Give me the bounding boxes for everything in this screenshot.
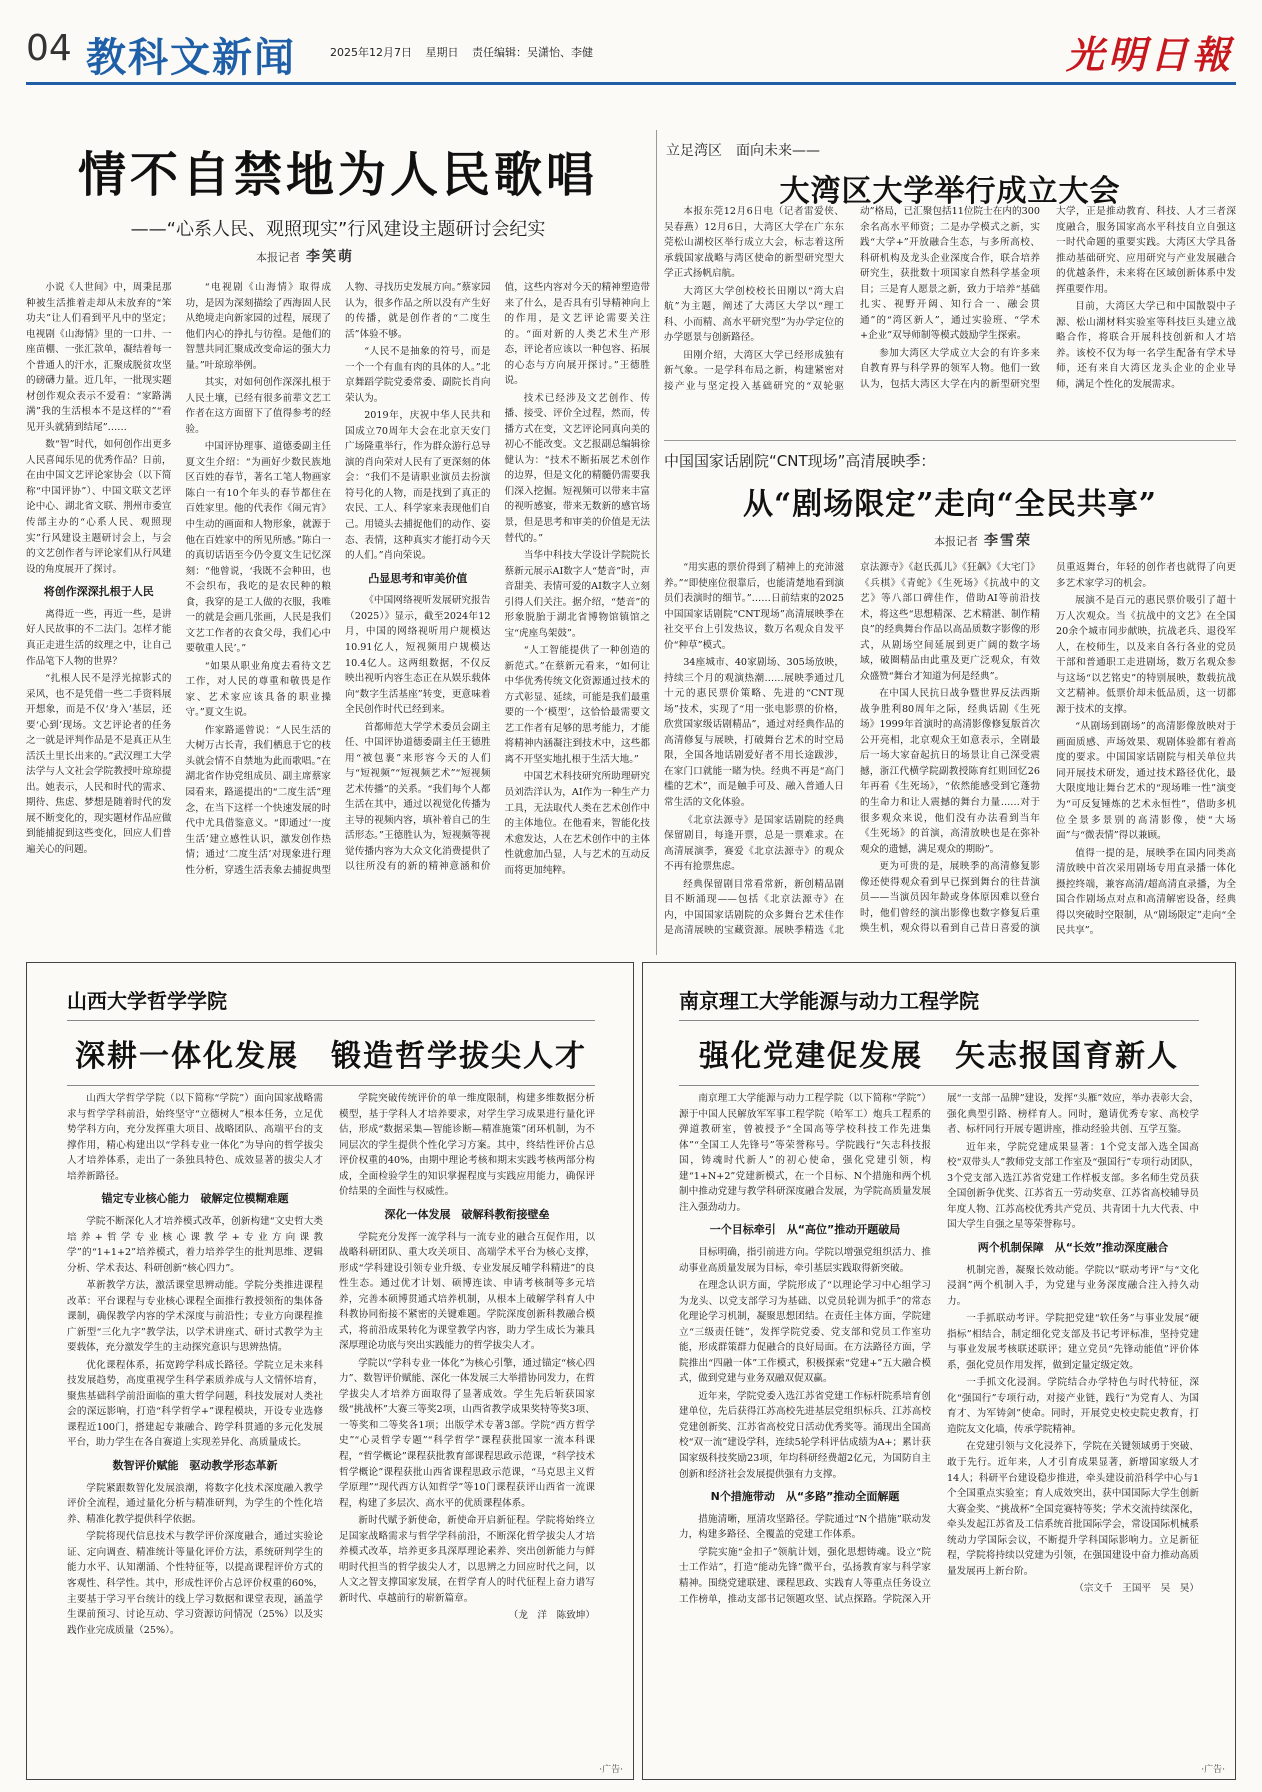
section-heading: 锚定专业核心能力 破解定位模糊难题	[101, 1192, 289, 1206]
box-rule	[67, 1085, 595, 1086]
paragraph: 机制完善，凝聚长效动能。学院以“联动考评”与“文化浸润”两个机制入手，为党建与业务深度融合注入持久动力。	[947, 1264, 1199, 1307]
paragraph: 田刚介绍，大湾区大学已经形成独有新气象。一是学科布局之新，构建紧密对接产业与坚定投入基础研究的“双轮驱动”格局，已汇聚包括11位院士在内的300余名高水平师资；二是办学模式之新，实践“大学+”开放融合生态，与多所高校、科研机构及龙头企业深度合作，联合培养研究生，获批数十项国家自然科学基金项目；三是育人愿景之新，致力于培养“基础扎实、视野开阔、知行合一、融会贯通”的“湾区新人”，通过实验班、“学术+企业”双导师制等模式鼓励学生探索。	[664, 206, 1040, 392]
paragraph: 展演不是百元的惠民票价吸引了超十万人次观众。当《抗战中的文艺》在全国20余个城市同步献映，抗战老兵、退役军人，在校师生，以及来自各行各业的党员干部和普通职工走进剧场，数万名观众参与这场“以艺铭史”的特别展映，数载抗战文艺精神。低票价却未低品质，这一切都源于技术的支撑。	[1056, 595, 1236, 715]
paragraph: 技术已经涉及文艺创作、传播、接受、评价全过程，然而，传播方式在变，文艺评论同真向美的初心不能改变。文艺报副总编辑徐健认为：“技术不断拓展艺术创作的边界，但是文化的精髓仍需要我们深入挖掘。短视频可以带来丰富的视听感宴，带来无数新的感官场景，但是思考和审美的价值是无法替代的。”	[504, 392, 650, 544]
article-theater	[664, 450, 1236, 955]
article-headline: 从“剧场限定”走向“全民共享”	[742, 487, 1158, 522]
paragraph: “电视剧《山海情》取得成功，是因为深刻描绘了西海固人民从绝境走向新家园的过程，展现了他们内心的挣扎与彷徨。是他们的智慧共同汇聚成改变命运的强大力量。”叶琼琼举例。	[185, 282, 331, 371]
section-heading: 一个目标牵引 从“高位”推动开题破局	[709, 1223, 901, 1237]
box-unit-title: 山西大学哲学学院	[67, 989, 227, 1013]
masthead-rule	[26, 82, 1236, 85]
paragraph: 小说《人世间》中，周秉昆那种被生活推着走却从未放弃的“笨功夫”让人们看到平凡中的坚定；电视剧《山海情》里的一口井、一座苗棚、一张汇款单，凝结着每一个普通人的汗水，汇聚成脱贫攻坚的磅礴力量。近几年，一批现实题材创作观众表示不爱看：“家路满满”我的生活根本不是这样的”“看见开头就猜到结尾”……	[26, 282, 172, 433]
section-title: 教科文新闻	[86, 35, 296, 81]
article-kicker: 中国国家话剧院“CNT现场”高清展映季：	[664, 452, 936, 470]
paragraph: 当华中科技大学设计学院院长蔡新元展示AI数字人“楚音”时，声音甜美、表情可爱的AI数字人立刻引得人们关注。据介绍，“楚音”的形象脱胎于湖北省博物馆镇馆之宝“虎座鸟架鼓”。	[504, 550, 650, 639]
paragraph: 学院以“学科专业一体化”为核心引擎，通过锚定“核心四力”、数智评价赋能、深化一体发展三大举措协同发力，在哲学拔尖人才培养方面取得了显著成效。学生先后斩获国家级“挑战杯”大赛三等奖2项，山西省教学成果奖特等奖3项、一等奖和二等奖各1项；出版学术专著3部。学院“西方哲学史”“心灵哲学专题”“科学哲学”课程获批国家一流本科课程，“哲学概论”课程获批教育部课程思政示范课，“科学技术哲学概论”课程获批山西省课程思政示范课，“马克思主义哲学原理”“现代西方认知哲学”等10门课程获评山西省一流课程，构建了多层次、高水平的优质课程体系。	[339, 1357, 595, 1509]
paragraph: 本报东莞12月6日电（记者雷爱侠、吴春燕）12月6日，大湾区大学在广东东莞松山湖校区举行成立大会，标志着这所承载国家战略与湾区使命的新型研究型大学正式扬帆启航。	[664, 206, 844, 280]
section-heading: 将创作深深扎根于人民	[43, 585, 154, 599]
paragraph: 革新教学方法，激活课堂思辨动能。学院分类推进课程改革：平台课程与专业核心课程全面推行教授领衔的集体备课制，确保教学内容的学术深度与前沿性；专业方向课程推广新型“三化九字”教学法，以学术讲座式、研讨式教学为主要载体，充分激发学生的主动探究意识与思辨热情。	[67, 1280, 323, 1354]
column-divider	[656, 130, 657, 955]
paragraph: “人工智能提供了一种创造的新范式。”在蔡新元看来，“如何让中华优秀传统文化资源通过技术的方式彰显、延续，可能是我们最重要的一个‘模型’，这恰恰最需要文艺工作者有足够的思考能力，才能将精神内涵凝注到技术中，这些都离不开坚实地扎根于生活大地。”	[504, 645, 650, 765]
paragraph: “扎根人民不是浮光掠影式的采风，也不是凭借一些二手资料展开想象，而是不仅‘身入’基层，还要‘心到’现场。文艺评论者的任务之一就是评判作品是不是真正从生活沃土里长出来的。”武汉理工大学法学与人文社会学院教授叶琼琼提出。她表示，人民和时代的需求、期待、焦虑、梦想是随着时代的发展不断变化的，现实题材作品应做到能捕捉到这些变化，回应人们普遍关心的问题。	[26, 673, 172, 855]
article-byline	[934, 530, 1032, 550]
issue-date: 2025年12月7日	[330, 46, 412, 59]
paragraph: “从剧场到剧场”的高清影像放映对于画面质感、声场效果、观剧体验都有着高度的要求。中国国家话剧院与相关单位共同开展技术研发，通过技术路径优化，最大限度地让舞台艺术的“现场唯一性”演变为“可反复锤炼的艺术永恒性”，借助多机位全景多景别的高清影像，使“大场面”与“微表情”得以兼顾。	[1056, 721, 1236, 842]
paragraph: 离得近一些，再近一些，是讲好人民故事的不二法门。怎样才能真正走进生活的纹理之中，让自己作品笔下人物的世界？	[26, 608, 172, 667]
paragraph: 更为可贵的是，展映季的高清修复影像还使得观众看到早已探到舞台的往昔演员——当演员因年龄或身体原因难以登台时，他们曾经的演出影像也数字修复后重焕生机，观众得以看到自己昔日喜爱的演员重返舞台，年轻的创作者也就得了向更多艺术家学习的机会。	[860, 562, 1236, 935]
paragraph: 中国评协理事、道德委副主任夏文生介绍：“为画好少数民族地区百姓的春节，著名工笔人物画家陈白一有10个年头的春节都住在百姓家里。他的代表作《闹元宵》中生动的画面和人物形象，就源于他在百姓家中的所见所感。”陈白一的真切话语至今仍令夏文生记忆深刻：“他曾说，‘我既不会种田，也不会织布，我吃的是农民种的粮食，我穿的是工人做的衣服，我唯一的就是会画几张画，人民是我们文艺工作者的衣食父母，我们心中要敬重人民’。”	[185, 441, 331, 655]
paragraph: 山西大学哲学学院（以下简称“学院”）面向国家战略需求与哲学学科前沿，始终坚守“立德树人”根本任务，立足优势学科方向，充分发挥重大项目、战略团队、高端平台的支撑作用，精心构建出以“学科专业一体化”为导向的哲学拔尖人才培养体系，走出了一条独具特色、成效显著的拔尖人才培养新路径。	[67, 1093, 323, 1182]
paragraph: 34座城市、40家剧场、305场放映，持续三个月的观演热潮……展映季通过几十元的惠民票价策略、先进的“CNT现场”技术，实现了“用一张电影票的价格，欣赏国家级话剧精品”，通过对经典作品的高清修复与展映，打破舞台艺术的时空局限，全国各地话剧爱好者不用长途跋涉，在家门口就能一睹为快。经典不再是“高门槛的艺术”，而是触手可及、融入普通人日常生活的文化体验。	[664, 657, 844, 808]
box-rule	[679, 1085, 1199, 1086]
paragraph: “如果从职业角度去看待文艺工作，对人民的尊重和敬畏是作家、艺术家应该具备的职业操守。”夏文生说。	[185, 660, 331, 719]
paragraph: 在党建引领与文化浸养下，学院在关键领域勇于突破、敢于先行。近年来，人才引育成果显著，新增国家级人才14人；科研平台建设稳步推进，牵头建设前沿科学中心与1个全国重点实验室；育人成效突出，获中国国际大学生创新大赛金奖、“挑战杯”全国竞赛特等奖；学术交流持续深化，牵头发起江苏省及工信系统首批国际学会，常设国际机械系统动力学国际会议，不断提升学科国际影响力。立足新征程，学院将持续以党建为引领，在强国建设中奋力推动高质量发展再上新台阶。	[947, 1441, 1199, 1577]
article-kicker: 立足湾区 面向未来——	[666, 143, 820, 159]
issue-info	[330, 44, 603, 60]
paragraph: 优化课程体系，拓宽跨学科成长路径。学院立足未来科技发展趋势，高度重视学生科学素质养成与人文情怀培育，聚焦基础科学前沿面临的重大哲学问题，科技发展对人类社会的深远影响，打造“科学哲学+”课程模块，开设专业选修课程近100门，搭建起专兼融合、跨学科贯通的多元化发展平台，助力学生在各自赛道上实现差异化、高质量成长。	[67, 1359, 323, 1449]
byline-name: 李雪荣	[984, 533, 1032, 549]
paragraph: 《中国网络视听发展研究报告（2025）》显示，截至2024年12月，中国的网络视听用户规模达10.91亿人，短视频用户规模达10.4亿人。这两组数据，不仅反映出视听内容生态正在从娱乐载体向“数字生活基座”转变，更意味着全民创作时代已经到来。	[345, 595, 491, 716]
masthead	[0, 0, 1262, 88]
article-body	[664, 560, 1236, 955]
paragraph: 值得一提的是，展映季在国内同类高清放映中首次采用剧场专用直录播一体化摄控终端，兼容高清/超高清直录播，为全国合作剧场点对点和高清解密设备，经典得以突破时空限制，从“剧场限定”走向“全民共享”。	[1056, 847, 1236, 937]
paragraph: 作家路遥曾说：“人民生活的大树万古长青，我们栖息于它的枝头就会情不自禁地为此而歌唱。”在湖北省作协党组成员、副主席蔡家园看来，路遥提出的“二度生活”理念，在当下这样一个快速发展的时代中尤具借鉴意义。“即通过‘一度生活’建立感性认识，激发创作热情；通过‘二度生活’对现象进行理性分析，穿透生活表象去捕捉典型人物、寻找历史发展方向。”蔡家园认为，很多作品之所以没有产生好的传播，就是创作者的“二度生活”体验不够。	[185, 282, 491, 876]
paragraph: 学院突破传统评价的单一维度限制，构建多维数据分析模型，基于学科人才培养要求，对学生学习成果进行量化评估，形成“数据采集—智能诊断—精准施策”闭环机制，为不同层次的学生提供个性化学习方案。其中，终结性评价占总评价权重的40%，由期中理论考核和期末实践考核两部分构成，全面检验学生的知识掌握程度与实践应用能力，确保评价结果的全面性与权威性。	[339, 1093, 595, 1198]
section-heading: 凸显思考和审美价值	[368, 571, 468, 585]
issue-weekday: 星期日	[425, 46, 459, 59]
section-heading: 深化一体发展 破解科教衔接壁垒	[384, 1207, 550, 1221]
paragraph: 新时代赋予新使命，新使命开启新征程。学院将始终立足国家战略需求与哲学学科前沿，不断深化哲学拔尖人才培养模式改革，培养更多具深厚理论素养、突出创新能力与鲜明时代担当的哲学拔尖人才，以思辨之力回应时代之问，以人文之智支撑国家发展，在哲学育人的时代征程上奋力谱写新时代、卓越前行的崭新篇章。	[339, 1515, 595, 1604]
paragraph: 大湾区大学创校校长田刚以“湾大启航”为主题，阐述了大湾区大学以“理工科、小而精、高水平研究型”为办学定位的办学愿景与创新路径。	[664, 285, 844, 344]
section-heading: N个措施带动 从“多路”推动全面解题	[710, 1490, 900, 1504]
paragraph: 首都师范大学学术委员会副主任、中国评协道德委副主任王德胜用“被包裹”来形容今天的人们与“短视频”“短视频艺术”“短视频艺术传播”的关系。“我们每个人都生活在其中，通过以视觉化传播为主导的视频内容，填补着自己的生活形态。”王德胜认为，短视频等视觉传播内容为大众文化消费提供了以往所没有的新的精神意涵和价值，这些内容对今天的精神塑造带来了什么，是否具有引导精神向上的作用，是文艺评论需要关注的。“面对新的人类艺术生产形态，评论者应该以一种包容、拓展的心态与方向展开探讨。”王德胜说。	[345, 282, 650, 873]
signature: （龙 洋 陈致坤）	[508, 1610, 595, 1622]
box-body	[679, 1091, 1199, 1746]
issue-editors: 责任编辑：吴潇怡、李健	[472, 46, 593, 59]
paragraph: 参加大湾区大学成立大会的有许多来自教育界与科学界的领军人物。他们一致认为，包括大湾区大学在内的新型研究型大学，正是推动教育、科技、人才三者深度融合，服务国家高水平科技自立自强这一时代命题的重要实践。大湾区大学具备推动基础研究、应用研究与产业发展融合的优越条件，未来将在区域创新体系中发挥重要作用。	[860, 206, 1236, 390]
paragraph: 目标明确，指引前进方向。学院以增强党组织活力、推动事业高质量发展为目标，牵引基层实践取得新突破。	[679, 1247, 931, 1274]
paragraph: 学院充分发挥一流学科与一流专业的融合互促作用，以战略科研团队、重大攻关项目、高端学术平台为核心支撑，形成“学科建设引领专业升级、专业发展反哺学科精进”的良性生态。通过优才计划、硕博连读、申请考核制等多元培养，完善本硕博贯通式培养机制，从根本上破解学科育人中科教协同衔接不紧密的关键难题。学院深度创新科教融合模式，将前沿成果转化为课堂教学内容，助力学生成长为兼具深厚理论功底与突出实践能力的哲学拔尖人才。	[339, 1231, 595, 1352]
advertorial-box-shanxi	[26, 962, 634, 1780]
ad-label: ·广告·	[1201, 1765, 1225, 1775]
ad-label: ·广告·	[599, 1765, 623, 1775]
paragraph: 南京理工大学能源与动力工程学院（以下简称“学院”）源于中国人民解放军军事工程学院（哈军工）炮兵工程系的弹道教研室，曾被授予“全国高等学校科技工作先进集体”“全国工人先锋号”等荣誉称号。学院践行“矢志科技报国，铸魂时代新人”的初心使命，强化党建引领，构建“1+N+2”党建新模式，在一个目标、N个措施和两个机制中推动党建与教学科研深度融合发展，为学院高质量发展注入强劲动力。	[679, 1093, 931, 1213]
box-rule	[679, 1020, 1199, 1021]
box-body	[67, 1091, 595, 1746]
box-unit-title: 南京理工大学能源与动力工程学院	[679, 989, 979, 1013]
article-headline: 大湾区大学举行成立大会	[779, 174, 1121, 209]
paragraph: 其实，对如何创作深深扎根于人民土壤，已经有很多前辈文艺工作者在这方面留下了值得参考的经验。	[185, 377, 331, 435]
article-body	[26, 280, 650, 955]
paragraph: 一手抓联动考评。学院把党建“软任务”与事业发展“硬指标”相结合，制定细化党支部及书记考评标准，坚持党建与事业发展考核联述联评；建立党员“先锋动能值”评价体系，强化党员作用发挥，做到定量定级定效。	[947, 1313, 1199, 1371]
byline-label: 本报记者	[934, 535, 978, 548]
paragraph: 学院实施“金扣子”领航计划，强化思想铸魂。设立“院士工作站”，打造“能动先锋”微平台，弘扬教育家与科学家精神。围绕党建联建、课程思政、实践育人等重点任务设立工作榜单，推动支部书记领题攻坚、试点探路。学院深入开展“一支部一品牌”建设，发挥“头雁”效应，举办表彰大会，强化典型引路、榜样育人。同时，邀请优秀专家、高校学者、标杆同行开展专题讲座，推动经验共创、互学互鉴。	[679, 1093, 1199, 1605]
paragraph: “用实惠的票价得到了精神上的充沛滋养。”“即使座位很靠后，也能清楚地看到演员们表演时的细节。”……日前结束的2025中国国家话剧院“CNT现场”高清展映季在社交平台上引发热议，数万名观众自发平价“种草”模式。	[664, 562, 844, 651]
article-body	[664, 204, 1236, 440]
paragraph: 目前，大湾区大学已和中国散裂中子源、松山湖材料实验室等科技巨头建立战略合作，将联合开展科技创新和人才培养。该校不仅为每一名学生配备有学术导师，还有来自大湾区龙头企业的企业导师，满足个性化的发展需求。	[1056, 301, 1236, 390]
paragraph: 学院不断深化人才培养模式改革，创新构建“文史哲大类培养+哲学专业核心课教学+专业方向课教学”的“1+1+2”培养模式，着力培养学生的批判思维、逻辑分析、学术表达、科研创新“核心四力”。	[67, 1216, 323, 1274]
article-headline: 情不自禁地为人民歌唱	[77, 147, 598, 203]
paragraph: 数“智”时代，如何创作出更多人民喜闻乐见的优秀作品？日前，在由中国文艺评论家协会（以下简称“中国评协”）、中国文联文艺评论中心、湖北省文联、荆州市委宣传部主办的“心系人民、观照现实”行风建设主题研讨会上，与会的文艺创作者与评论家们从行风建设的角度展开了探讨。	[26, 439, 172, 575]
section-heading: 数智评价赋能 驱动教学形态革新	[112, 1458, 278, 1472]
paragraph: 学院紧跟数智化发展浪潮，将数字化技术深度融入教学评价全流程，通过量化分析与精准研判，为学生的个性化培养、精准化教学提供科学依据。	[67, 1482, 323, 1525]
paragraph: 中国艺术科技研究所助理研究员刘浩洋认为，AI作为一种生产力工具，无法取代人类在艺术创作中的主体地位。在他看来，智能化技术愈发达，人在艺术创作中的主体性就愈加凸显，人与艺术的互动反而将更加纯粹。	[504, 771, 650, 876]
section-heading: 两个机制保障 从“长效”推动深度融合	[977, 1240, 1169, 1254]
signature: （宗文千 王国平 吴 昊）	[1074, 1583, 1199, 1595]
box-rule	[67, 1020, 595, 1021]
paragraph: 措施清晰，厘清攻坚路径。学院通过“N个措施”联动发力，构建多路径、全覆盖的党建工作体系。	[679, 1513, 931, 1541]
box-headline: 深耕一体化发展 锻造哲学拔尖人才	[75, 1039, 587, 1074]
newspaper-logo: 光明日報	[1065, 32, 1234, 77]
page-number: 04	[26, 28, 72, 69]
byline-label: 本报记者	[256, 251, 300, 264]
paragraph: 在中国人民抗日战争暨世界反法西斯战争胜利80周年之际，经典话剧《生死场》1999年首演时的高清影像修复版首次公开亮相，北京观众王如意表示，全剧最后一场大家奋起抗日的场景让自己深受震撼，浙江代横学院副教授陈育红则回忆26年再看《生死场》，“依然能感受到它蓬勃的生命力和让人震撼的舞台力量……对于很多观众来说，他们没有办法看到当年《生死场》的首演，高清放映也是在弥补观众的遗憾，满足观众的期盼”。	[860, 688, 1040, 855]
paragraph: 经典保留剧目常看常新，新创精品剧目不断涌现——包括《北京法源寺》在内，中国国家话剧院的众多舞台艺术佳作是高清展映的宝藏资源。展映季精选《北京法源寺》《赵氏孤儿》《狂飙》《大宅门》《兵棋》《青蛇》《生死场》《抗战中的文艺》等八部口碑佳作，借助AI等前沿技术，将这些“思想精深、艺术精湛、制作精良”的经典舞台作品以高品质数字影像的形式，从剧场空间延展到更广阔的数字场域，破圈精品由此重及更广泛观众，有效众盛赞“舞台才知道为何是经典”。	[664, 562, 1040, 937]
paragraph: 一手抓文化浸润。学院结合办学特色与时代特征，深化“强国行”专项行动，对接产业链，践行“为党育人、为国育才、为军铸剑”使命。同时，开展党史校史院史教育，打造院友文化墙，传承学院精神。	[947, 1377, 1199, 1435]
article-divider	[664, 440, 1236, 441]
article-feature	[26, 120, 650, 955]
paragraph: 近年来，学院党委入选江苏省党建工作标杆院系培育创建单位，先后获得江苏高校先进基层党组织标兵、江苏高校党建创新奖、江苏省高校党日活动优秀奖等。涌现出全国高校“双一流”建设学科，连续5轮学科评估成绩为A+；累计获国家级科技奖励23项，年均科研经费超2亿元，为国防自主创新和经济社会发展提供强有力支撑。	[679, 1390, 931, 1480]
article-byline	[256, 246, 354, 266]
paragraph: 《北京法源寺》是国家话剧院的经典保留剧目，每逢开票，总是一票难求。在高清展演季，赛爱《北京法源寺》的观众不再有抢票焦虑。	[664, 814, 844, 873]
article-subhead: ——“心系人民、观照现实”行风建设主题研讨会纪实	[130, 219, 546, 240]
paragraph: 2019年，庆祝中华人民共和国成立70周年大会在北京天安门广场隆重举行，作为群众游行总导演的肖向荣对人民有了更深刻的体会：“我们不是请职业演员去扮演符号化的人物，而是找到了真正的农民、工人、科学家来表现他们自己。用镜头去捕捉他们的动作、姿态、表情，这种真实才能打动今天的人们。”肖向荣说。	[345, 410, 491, 562]
byline-name: 李笑萌	[306, 249, 354, 265]
paragraph: 学院将现代信息技术与教学评价深度融合，通过实验论证、定向调查、精准统计等量化评价方法，系统研判学生的能力水平、认知潮涌、个性特征等，以提高课程评价方式的客观性、科学性。其中，形成性评价占总评价权重的60%，主要基于学习平台统计的线上学习数据和课堂表现，涵盖学生课前预习、讨论互动、学习资源访问情况（25%）以及实践作业完成质量（25%）。	[67, 1531, 323, 1636]
box-headline: 强化党建促发展 矢志报国育新人	[699, 1039, 1179, 1074]
paragraph: 在理念认识方面，学院形成了“以理论学习中心组学习为龙头、以党支部学习为基础、以党员轮训为抓手”的常态化理论学习机制，凝聚思想团结。在责任主体方面，学院建立“三级责任链”，发挥学院党委、党支部和党员工作室功能，形成群策群力促融合的良好局面。在方法路径方面，学院推出“四融一体”工作模式，积极探索“党建+”五大融合模式，做到党建与业务双融双促双赢。	[679, 1280, 931, 1385]
article-news	[664, 140, 1236, 440]
advertorial-box-njust	[642, 962, 1236, 1780]
paragraph: 近年来，学院党建成果显著：1个党支部入选全国高校“双带头人”教师党支部工作室及“强国行”专项行动团队，3个党支部入选江苏省党建工作样板支部。多名师生党员获全国创新争优奖、江苏省五一劳动奖章、江苏省高校辅导员年度人物、江苏高校优秀共产党员、共青团十九大代表、中国大学生自强之星等荣誉称号。	[947, 1141, 1199, 1231]
paragraph: “人民不是抽象的符号，而是一个一个有血有肉的具体的人。”北京舞蹈学院党委常委、副院长肖向荣认为。	[345, 346, 491, 404]
